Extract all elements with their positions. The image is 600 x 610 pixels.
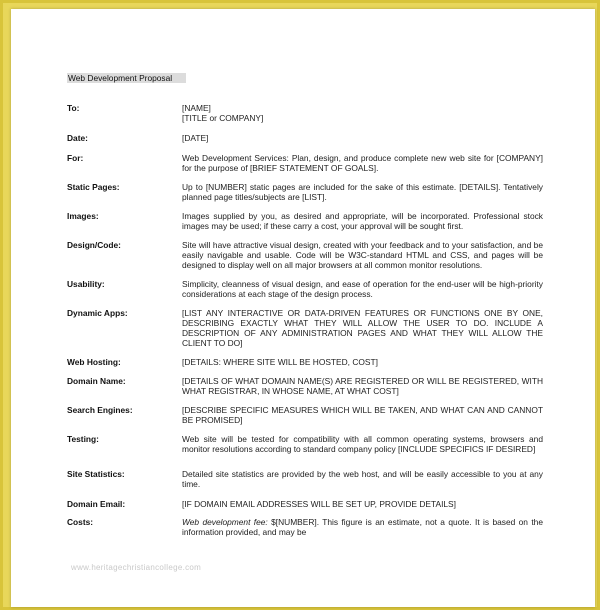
row-value bbox=[182, 308, 543, 348]
row-label: For: bbox=[67, 153, 84, 163]
row-value bbox=[182, 240, 543, 270]
row-label: Date: bbox=[67, 133, 88, 143]
row-testing bbox=[67, 434, 543, 469]
row-label: To: bbox=[67, 103, 80, 113]
row-value bbox=[182, 182, 543, 202]
row-value bbox=[182, 434, 543, 454]
row-label: Web Hosting: bbox=[67, 357, 121, 367]
value-line: [LIST ANY INTERACTIVE OR DATA-DRIVEN FEATURES OR FUNCTIONS ONE BY ONE, DESCRIBING EXACTLY WHAT THEY WILL ALLOW THE USER TO DO. INCLUDE A DESCRIPTION OF ANY ADMINISTRATION PAGES AND WHAT THEY WILL ALLOW THE CLIENT TO DO] bbox=[182, 308, 543, 348]
row-static-pages bbox=[67, 182, 543, 211]
row-label: Design/Code: bbox=[67, 240, 121, 250]
row-design-code bbox=[67, 240, 543, 279]
row-value bbox=[182, 153, 543, 173]
row-label: Dynamic Apps: bbox=[67, 308, 128, 318]
value-line: Images supplied by you, as desired and appropriate, will be incorporated. Professional stock images may be used; if these carry a cost, your approval will be sought first. bbox=[182, 211, 543, 231]
value-line: [DETAILS: WHERE SITE WILL BE HOSTED, COST] bbox=[182, 357, 378, 367]
row-value bbox=[182, 517, 543, 537]
fee-label: Web development fee: bbox=[182, 517, 268, 527]
row-label: Domain Email: bbox=[67, 499, 126, 509]
row-costs bbox=[67, 517, 543, 539]
row-value bbox=[182, 133, 543, 143]
row-label: Testing: bbox=[67, 434, 99, 444]
row-value bbox=[182, 469, 543, 489]
row-value bbox=[182, 357, 543, 367]
row-domain-email bbox=[67, 499, 543, 517]
row-search-engines bbox=[67, 405, 543, 434]
value-line: Detailed site statistics are provided by the web host, and will be easily accessible to you at any time. bbox=[182, 469, 543, 489]
row-domain-name bbox=[67, 376, 543, 405]
row-site-statistics bbox=[67, 469, 543, 499]
value-line: Up to [NUMBER] static pages are included for the sake of this estimate. [DETAILS]. Tentatively planned page titles/subjects are [LIST]. bbox=[182, 182, 543, 202]
watermark-text: www.heritagechristiancollege.com bbox=[71, 563, 202, 572]
row-value bbox=[182, 279, 543, 299]
value-line: [IF DOMAIN EMAIL ADDRESSES WILL BE SET UP, PROVIDE DETAILS] bbox=[182, 499, 456, 509]
row-images bbox=[67, 211, 543, 240]
row-label: Search Engines: bbox=[67, 405, 133, 415]
value-line: Web site will be tested for compatibility with all common operating systems, browsers and monitor resolutions according to standard company policy [INCLUDE SPECIFICS IF DESIRED] bbox=[182, 434, 543, 454]
document-page bbox=[11, 9, 595, 607]
value-line: Site will have attractive visual design, created with your feedback and to your satisfaction, and be easily navigable and usable. Code will be W3C-standard HTML and CSS, and pages will be designed to display well on all major browsers at all common monitor resolutions. bbox=[182, 240, 543, 270]
value-line: [DATE] bbox=[182, 133, 209, 143]
row-label: Domain Name: bbox=[67, 376, 126, 386]
value-line: [TITLE or COMPANY] bbox=[182, 113, 264, 123]
row-web-hosting bbox=[67, 357, 543, 376]
row-value bbox=[182, 405, 543, 425]
document-title: Web Development Proposal bbox=[67, 73, 186, 83]
row-value bbox=[182, 499, 543, 509]
proposal-rows bbox=[67, 103, 543, 539]
row-label: Static Pages: bbox=[67, 182, 120, 192]
value-line: Simplicity, cleanness of visual design, and ease of operation for the end-user will be high-priority considerations at each stage of the design process. bbox=[182, 279, 543, 299]
value-line: Web Development Services: Plan, design, and produce complete new web site for [COMPANY] for the purpose of [BRIEF STATEMENT OF GOALS]. bbox=[182, 153, 543, 173]
row-value bbox=[182, 376, 543, 396]
row-value bbox=[182, 103, 543, 123]
value-line: $[NUMBER]. This figure is an estimate, not a quote. It is based on the information provided, and may be bbox=[182, 517, 543, 537]
row-label: Site Statistics: bbox=[67, 469, 125, 479]
row-value bbox=[182, 211, 543, 231]
row-to bbox=[67, 103, 543, 133]
value-line: [DETAILS OF WHAT DOMAIN NAME(S) ARE REGISTERED OR WILL BE REGISTERED, WITH WHAT REGISTRAR, IN WHOSE NAME, AT WHAT COST] bbox=[182, 376, 543, 396]
row-usability bbox=[67, 279, 543, 308]
row-label: Costs: bbox=[67, 517, 94, 527]
row-for bbox=[67, 153, 543, 182]
row-label: Images: bbox=[67, 211, 99, 221]
row-dynamic-apps bbox=[67, 308, 543, 357]
row-label: Usability: bbox=[67, 279, 105, 289]
value-line: [NAME] bbox=[182, 103, 211, 113]
value-line: [DESCRIBE SPECIFIC MEASURES WHICH WILL BE TAKEN, AND WHAT CAN AND CANNOT BE PROMISED] bbox=[182, 405, 543, 425]
row-date bbox=[67, 133, 543, 153]
